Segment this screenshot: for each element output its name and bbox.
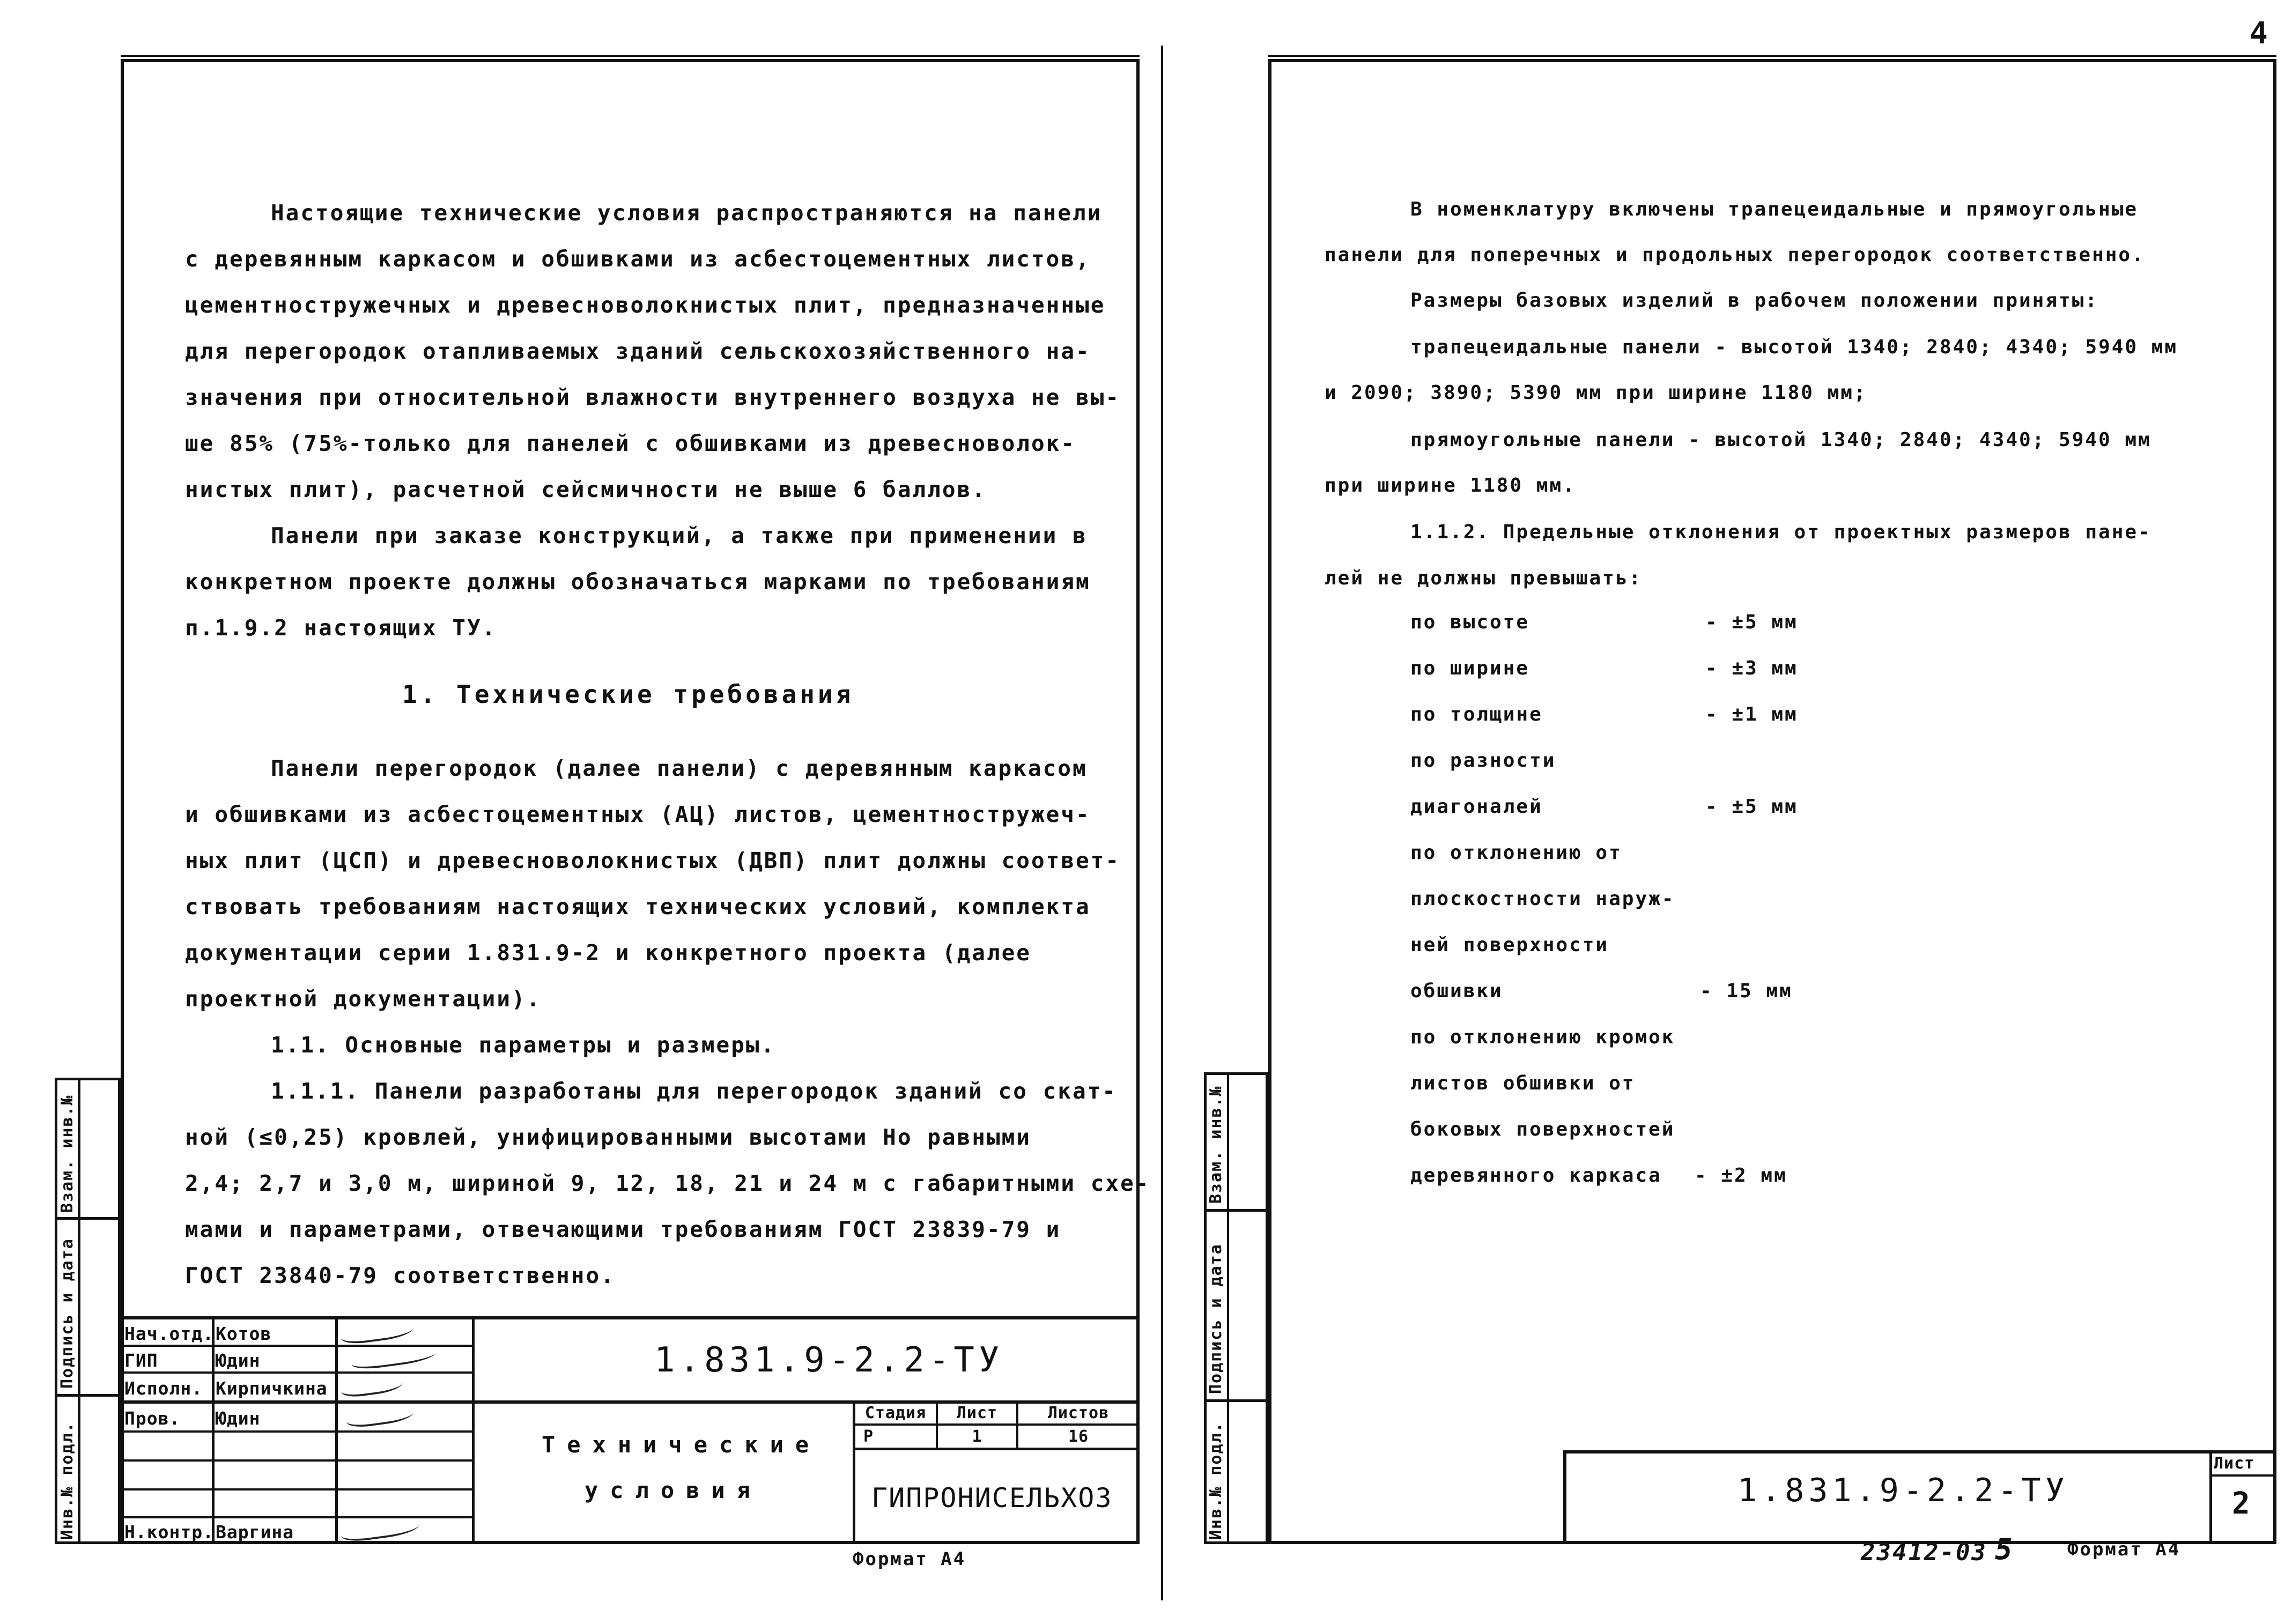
tolerance-value-1: - ±3 мм	[1705, 657, 1798, 679]
left-title-line2: условия	[585, 1477, 763, 1503]
stamp-role-6: Н.контр.	[124, 1522, 214, 1543]
left-body-10: мами и параметрами, отвечающими требованиям ГОСТ 23839-79 и	[185, 1217, 1061, 1242]
left-body-4: документации серии 1.831.9-2 и конкретного проекта (далее	[185, 940, 1031, 966]
left-intro-3: для перегородок отапливаемых зданий сельскохозяйственного на-	[185, 338, 1091, 364]
left-body-8: ной (≤0,25) кровлей, унифицированными высотами Но равными	[185, 1124, 1031, 1150]
right-sheet-no: 2	[2232, 1486, 2252, 1521]
tolerance-label-9: по отклонению кромок	[1410, 1026, 1675, 1048]
stamp-role-3: Пров.	[124, 1408, 181, 1429]
left-intro-1: с деревянным каркасом и обшивками из асбестоцементных листов,	[185, 246, 1091, 272]
tolerance-value-8: - 15 мм	[1700, 980, 1793, 1002]
tolerance-label-5: по отклонению от	[1410, 842, 1622, 864]
right-format-label: Формат А4	[2067, 1539, 2181, 1560]
archive-number: 23412-03	[1861, 1539, 1987, 1566]
tolerance-label-12: деревянного каркаса	[1410, 1165, 1662, 1187]
tolerance-label-0: по высоте	[1410, 611, 1530, 633]
right-doc-code: 1.831.9-2.2-ТУ	[1738, 1472, 2069, 1509]
right-line-1: панели для поперечных и продольных перегородок соответственно.	[1325, 244, 2145, 266]
stamp-name-0: Котов	[216, 1323, 272, 1344]
left-side-label-2: Инв.№ подл.	[58, 1421, 77, 1540]
tolerance-value-0: - ±5 мм	[1705, 611, 1798, 633]
left-format-label: Формат А4	[853, 1548, 966, 1570]
right-line-7: 1.1.2. Предельные отклонения от проектных размеров пане-	[1410, 521, 2151, 543]
tolerance-label-3: по разности	[1410, 750, 1556, 772]
center-divider	[1161, 46, 1163, 1600]
left-body-9: 2,4; 2,7 и 3,0 м, шириной 9, 12, 18, 21 и 24 м с габаритными схе-	[185, 1170, 1150, 1196]
tolerance-value-4: - ±5 мм	[1705, 796, 1798, 818]
left-top-rule	[121, 55, 1140, 57]
archive-sheet: 5	[1995, 1532, 2014, 1566]
left-side-label-1: Подпись и дата	[58, 1238, 77, 1389]
left-title-line1: Технические	[542, 1432, 821, 1458]
left-organization: ГИПРОНИСЕЛЬХОЗ	[871, 1482, 1113, 1514]
left-body-0: Панели перегородок (далее панели) с деревянным каркасом	[271, 755, 1088, 781]
right-line-5: прямоугольные панели - высотой 1340; 2840; 4340; 5940 мм	[1410, 429, 2151, 451]
right-sheet-label: Лист	[2214, 1454, 2255, 1473]
stamp-name-6: Варгина	[216, 1522, 294, 1543]
tolerance-value-2: - ±1 мм	[1705, 703, 1798, 725]
left-intro-8: конкретном проекте должны обозначаться марками по требованиям	[185, 569, 1091, 595]
left-intro-4: значения при относительной влажности внутреннего воздуха не вы-	[185, 384, 1121, 410]
right-line-6: при ширине 1180 мм.	[1325, 474, 1576, 496]
right-side-label-1: Подпись и дата	[1207, 1243, 1225, 1394]
left-body-2: ных плит (ЦСП) и древесноволокнистых (ДВП) плит должны соответ-	[185, 848, 1121, 873]
stamp-col-value-2: 16	[1068, 1427, 1089, 1446]
tolerance-label-10: листов обшивки от	[1410, 1072, 1636, 1094]
stamp-col-value-0: Р	[863, 1427, 874, 1446]
right-line-8: лей не должны превышать:	[1325, 567, 1643, 589]
stamp-col-header-0: Стадия	[864, 1404, 927, 1422]
stamp-col-value-1: 1	[972, 1427, 982, 1446]
left-body-3: ствовать требованиям настоящих технических условий, комплекта	[185, 894, 1091, 919]
left-body-6: 1.1. Основные параметры и размеры.	[271, 1032, 776, 1058]
stamp-role-2: Исполн.	[124, 1378, 203, 1399]
section-title: 1. Технические требования	[402, 680, 854, 709]
left-intro-9: п.1.9.2 настоящих ТУ.	[185, 615, 497, 641]
right-line-0: В номенклатуру включены трапецеидальные и прямоугольные	[1410, 198, 2139, 220]
left-body-1: и обшивками из асбестоцементных (АЦ) листов, цементностружеч-	[185, 802, 1091, 827]
stamp-col-header-1: Лист	[956, 1404, 998, 1422]
tolerance-label-11: боковых поверхностей	[1410, 1118, 1675, 1140]
right-side-label-2: Инв.№ подл.	[1207, 1421, 1225, 1540]
right-line-4: и 2090; 3890; 5390 мм при ширине 1180 мм;	[1325, 382, 1867, 404]
right-top-rule	[1268, 55, 2276, 57]
stamp-role-0: Нач.отд.	[124, 1323, 214, 1344]
left-intro-5: ше 85% (75%-только для панелей с обшивками из древесноволок-	[185, 431, 1076, 456]
page-number: 4	[2250, 16, 2269, 51]
right-line-2: Размеры базовых изделий в рабочем положении приняты:	[1410, 290, 2099, 312]
left-side-label-0: Взам. инв.№	[58, 1094, 77, 1213]
stamp-col-header-2: Листов	[1047, 1404, 1110, 1422]
tolerance-label-6: плоскостности наруж-	[1410, 888, 1675, 910]
tolerance-label-4: диагоналей	[1410, 796, 1543, 818]
stamp-name-3: Юдин	[216, 1408, 261, 1429]
tolerance-label-1: по ширине	[1410, 657, 1530, 679]
stamp-name-1: Юдин	[216, 1350, 261, 1371]
tolerance-label-7: ней поверхности	[1410, 934, 1609, 956]
right-side-label-0: Взам. инв.№	[1207, 1085, 1225, 1204]
left-intro-7: Панели при заказе конструкций, а также при применении в	[271, 523, 1088, 548]
left-body-11: ГОСТ 23840-79 соответственно.	[185, 1263, 616, 1288]
left-intro-6: нистых плит), расчетной сейсмичности не выше 6 баллов.	[185, 477, 987, 502]
right-line-3: трапецеидальные панели - высотой 1340; 2840; 4340; 5940 мм	[1410, 336, 2178, 358]
left-body-5: проектной документации).	[185, 986, 542, 1012]
tolerance-value-12: - ±2 мм	[1695, 1165, 1787, 1187]
left-doc-code: 1.831.9-2.2-ТУ	[654, 1340, 1004, 1380]
left-body-7: 1.1.1. Панели разработаны для перегородок зданий со скат-	[271, 1078, 1117, 1104]
left-intro-2: цементностружечных и древесноволокнистых плит, предназначенные	[185, 292, 1106, 318]
left-intro-0: Настоящие технические условия распространяются на панели	[271, 200, 1103, 226]
stamp-role-1: ГИП	[124, 1350, 158, 1371]
tolerance-label-2: по толщине	[1410, 703, 1543, 725]
stamp-name-2: Кирпичкина	[216, 1378, 328, 1399]
tolerance-label-8: обшивки	[1410, 980, 1503, 1002]
